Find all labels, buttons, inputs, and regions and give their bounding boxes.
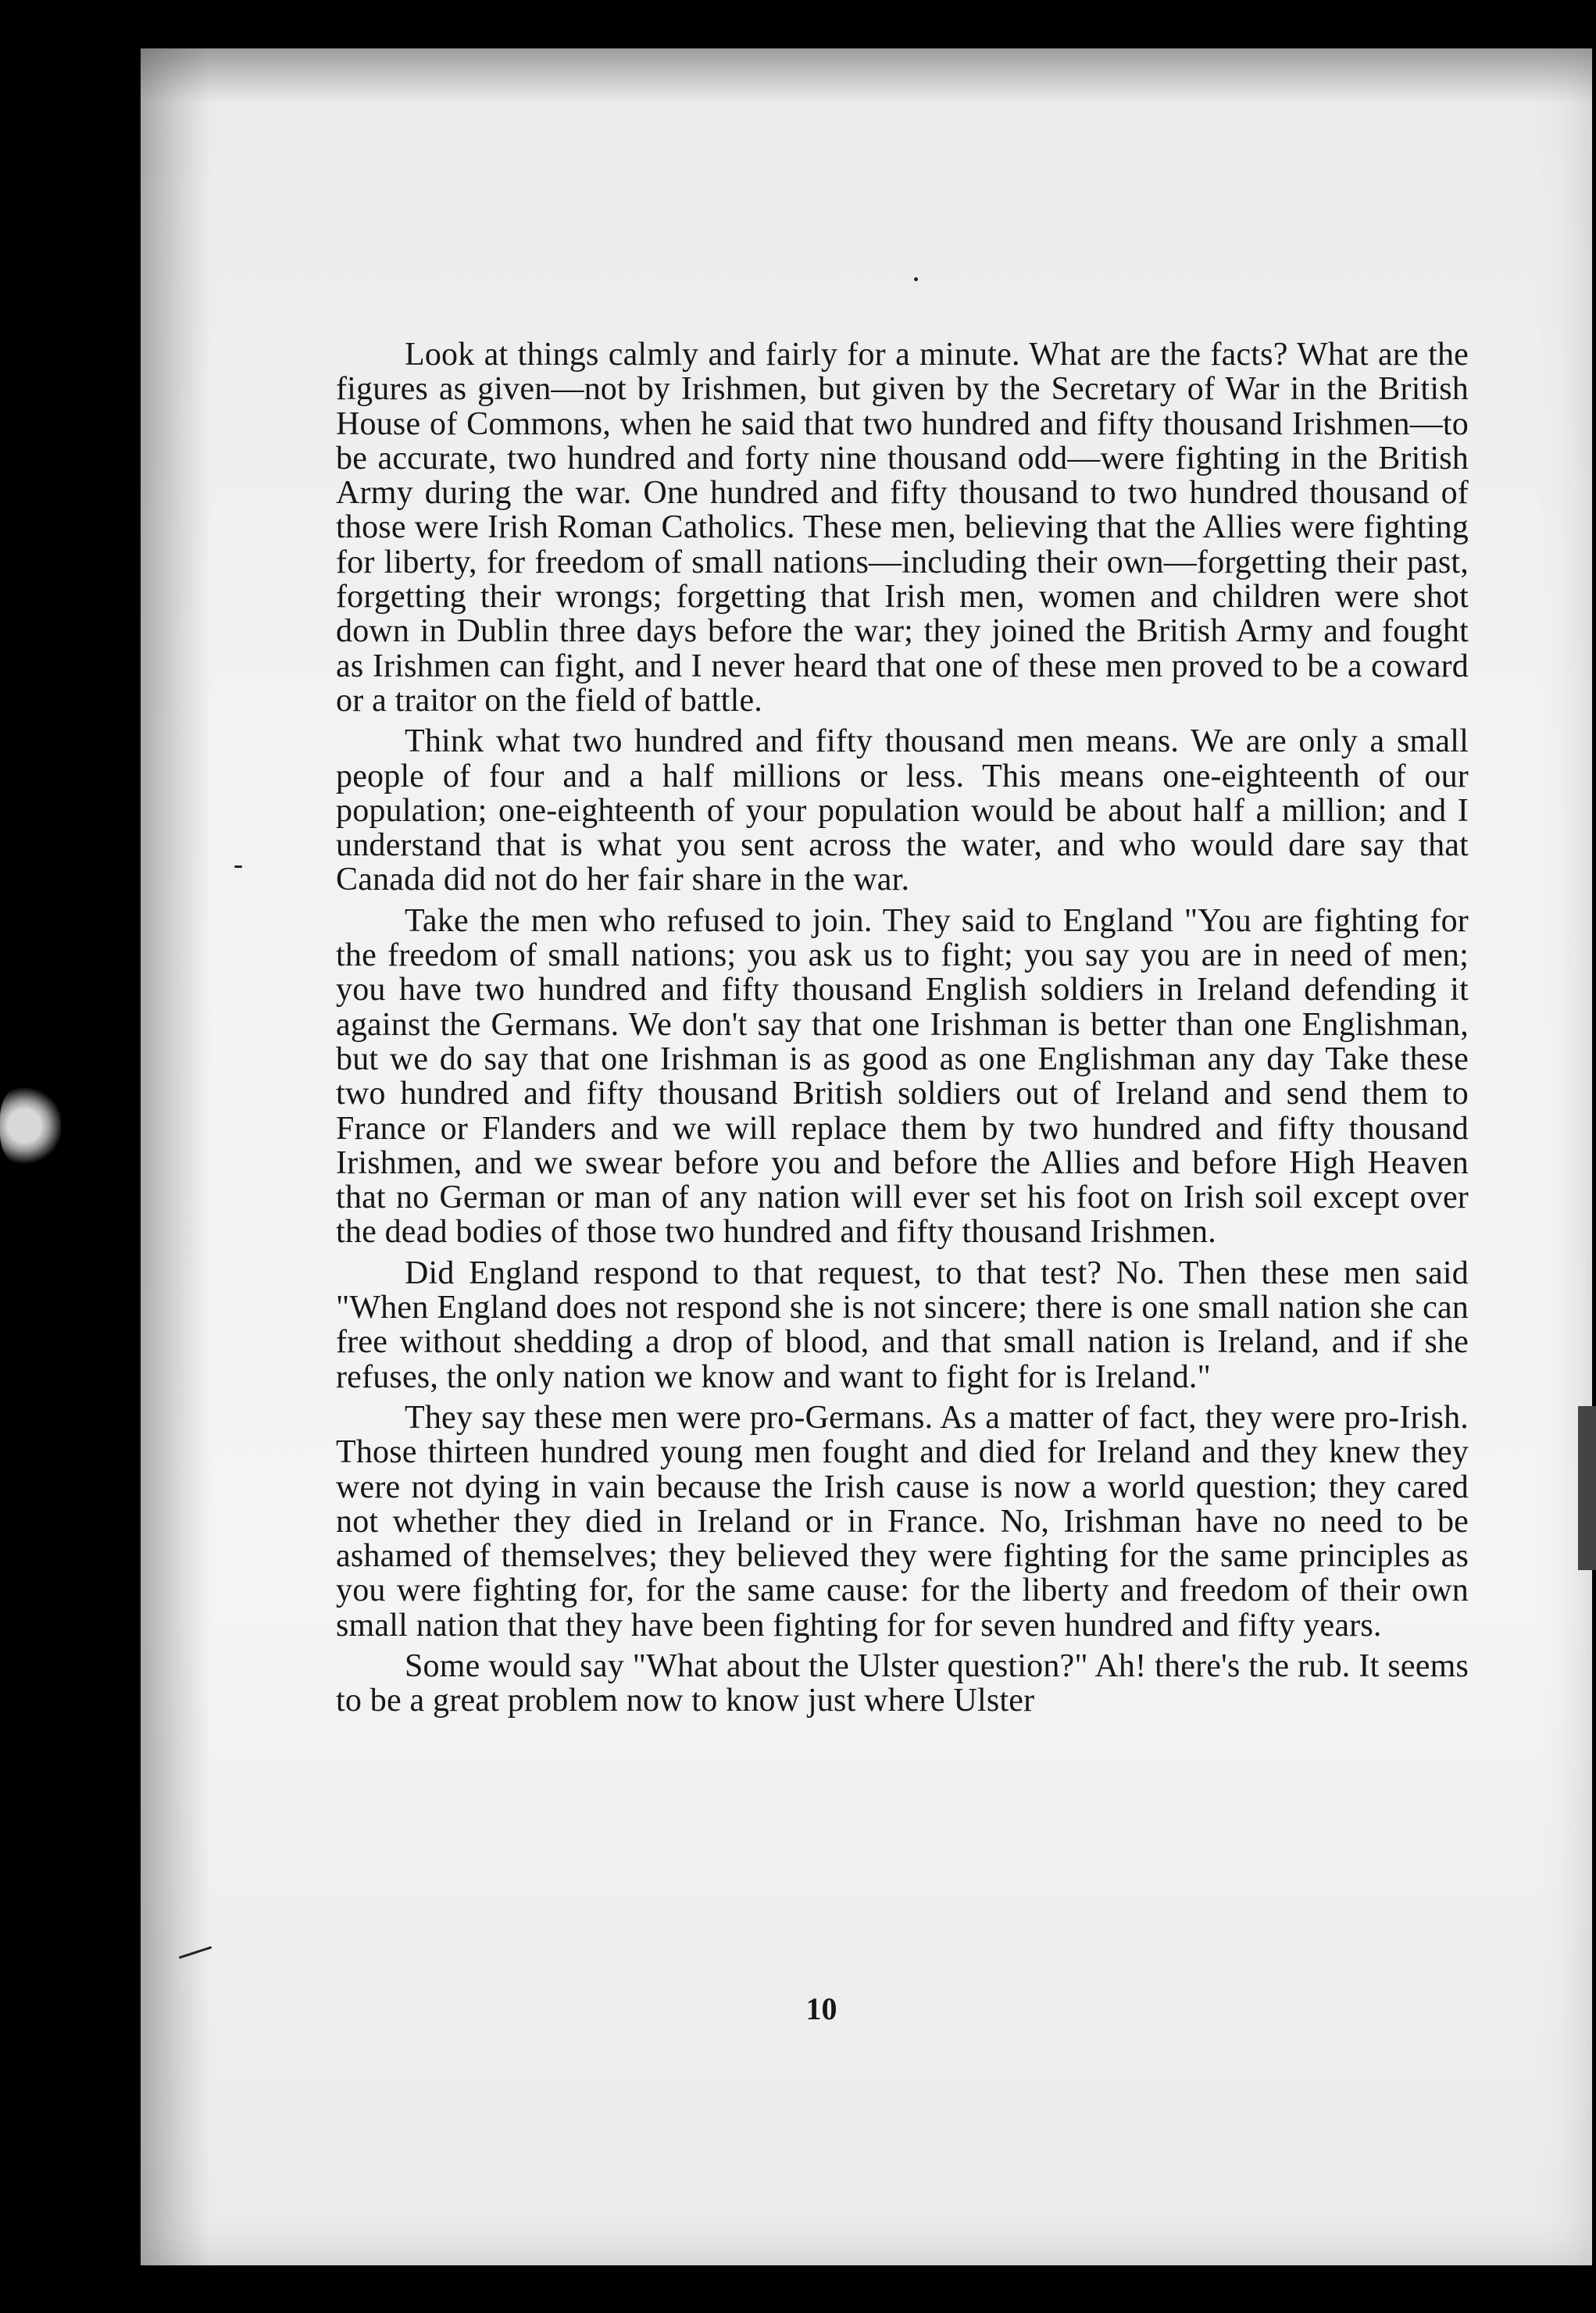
scan-edge-mark (1578, 1406, 1596, 1570)
paragraph-refused-to-join: Take the men who refused to join. They said to England "You are fighting for the freedom of small nations; you ask us to fight; you say you are in need of men; you have two hundred and fifty thousand English soldiers in Ireland defending it against the Germans. We don't say that one Irishman is better than one Englishman, but we do say that one Irishman is as good as one Englishman any day Take these two hundred and fifty thousand British soldiers out of Ireland and send them to France or Flanders and we will replace them by two hundred and fifty thousand Irishmen, and we swear before you and before the Allies and before High Heaven that no German or man of any nation will ever set his foot on Irish soil except over the dead bodies of those two hundred and fifty thousand Irishmen. (336, 902, 1469, 1251)
paragraph-facts: Look at things calmly and fairly for a minute. What are the facts? What are the figures as given—not by Irishmen, but given by the Secretary of War in the British House of Commons, when he said that two hundred and fifty thousand Irishmen—to be accurate, two hundred and forty nine thousand odd—were fighting in the British Army during the war. One hundred and fifty thousand to two hundred thousand of those were Irish Roman Catholics. These men, believing that the Allies were fighting for liberty, for freedom of small nations—including their own—forgetting their past, forgetting their wrongs; forgetting that Irish men, women and children were shot down in Dublin three days before the war; they joined the British Army and fought as Irishmen can fight, and I never heard that one of these men proved to be a coward or a traitor on the field of battle. (336, 337, 1469, 719)
body-text (336, 337, 1469, 1725)
paragraph-population: Think what two hundred and fifty thousand men means. We are only a small people of four and a half millions or less. This means one-eighteenth of our population; one-eighteenth of your population would be about half a million; and I understand that is what you sent across the water, and who would dare say that Canada did not do her fair share in the war. (336, 723, 1469, 898)
paragraph-pro-irish: They say these men were pro-Germans. As a matter of fact, they were pro-Irish. Those thirteen hundred young men fought and died for Ireland and they knew they were not dying in vain because the Irish cause is now a world question; they cared not whether they died in Ireland or in France. No, Irishman have no need to be ashamed of themselves; they believed they were fighting for the same principles as you were fighting for, for the same cause: for the liberty and freedom of their own small nation that they have been fighting for for seven hundred and fifty years. (336, 1399, 1469, 1644)
scan-speck (914, 277, 918, 281)
paragraph-ulster: Some would say "What about the Ulster question?" Ah! there's the rub. It seems to be a great problem now to know just where Ulster (336, 1647, 1469, 1719)
page-shadow-top (141, 48, 1592, 103)
paragraph-england-response: Did England respond to that request, to that test? No. Then these men said "When England does not respond she is not sincere; there is one small nation she can free without shedding a drop of blood, and that small nation is Ireland, and if she refuses, the only nation we know and want to fight for is Ireland." (336, 1255, 1469, 1395)
scan-blot (0, 1084, 61, 1167)
scan-speck (234, 866, 242, 868)
page-shadow-left (141, 48, 211, 2265)
page-number: 10 (805, 1991, 837, 2026)
